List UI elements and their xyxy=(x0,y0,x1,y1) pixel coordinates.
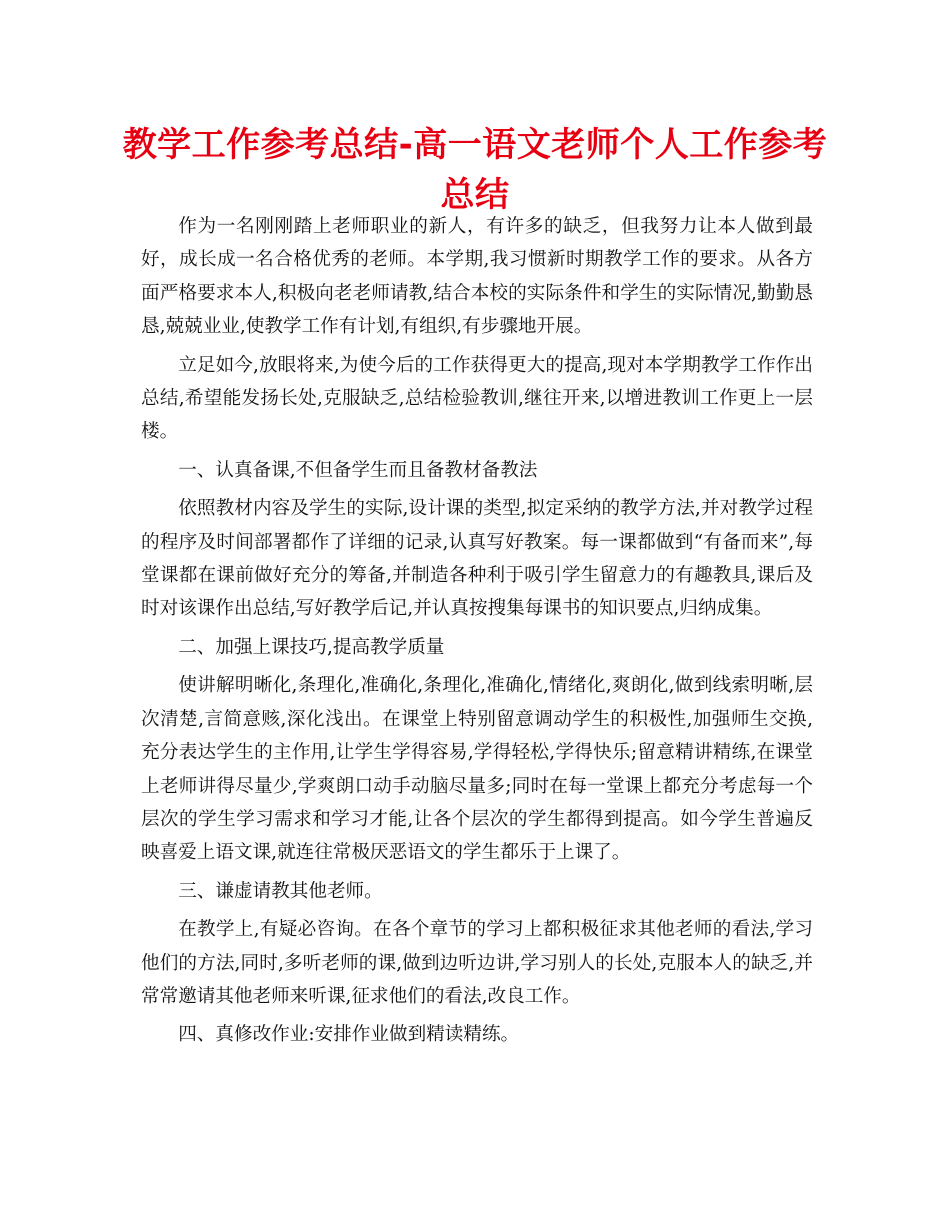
section-heading-2: 二、加强上课技巧,提高教学质量 xyxy=(178,636,445,658)
section-heading-3: 三、谦虚请教其他老师。 xyxy=(178,880,383,902)
section-heading-1: 一、认真备课,不但备学生而且备教材备教法 xyxy=(178,459,538,481)
section-heading-4: 四、真修改作业:安排作业做到精读精练。 xyxy=(178,1024,520,1046)
paragraph-section-2: 使讲解明晰化,条理化,准确化,条理化,准确化,情绪化,爽朗化,做到线索明晰,层次清楚,言简意赅,深化浅出。在课堂上特别留意调动学生的积极性,加强师生交换,充分表达学生的主作用,让学生学得容易,学得轻松,学得快乐;留意精讲精练,在课堂上老师讲得尽量少,学爽朗口动手动脑尽量多;同时在每一堂课上都充分考虑每一个层次的学生学习需求和学习才能,让各个层次的学生都得到提高。如今学生普遍反映喜爱上语文课,就连往常极厌恶语文的学生都乐于上课了。 xyxy=(141,675,813,864)
paragraph-section-1: 依照教材内容及学生的实际,设计课的类型,拟定采纳的教学方法,并对教学过程的程序及时间部署都作了详细的记录,认真写好教案。每一课都做到“有备而来”,每堂课都在课前做好充分的筹备,并制造各种利于吸引学生留意力的有趣教具,课后及时对该课作出总结,写好教学后记,并认真按搜集每课书的知识要点,归纳成集。 xyxy=(141,498,813,620)
paragraph-section-3: 在教学上,有疑必咨询。在各个章节的学习上都积极征求其他老师的看法,学习他们的方法,同时,多听老师的课,做到边听边讲,学习别人的长处,克服本人的缺乏,并常常邀请其他老师来听课,征求他们的看法,改良工作。 xyxy=(141,919,813,1007)
paragraph-intro: 作为一名刚刚踏上老师职业的新人，有许多的缺乏，但我努力让本人做到最好，成长成一名合格优秀的老师。本学期,我习惯新时期教学工作的要求。从各方面严格要求本人,积极向老老师请教,结合本校的实际条件和学生的实际情况,勤勤恳恳,兢兢业业,使教学工作有计划,有组织,有步骤地开展。 xyxy=(141,216,813,338)
paragraph-summary-purpose: 立足如今,放眼将来,为使今后的工作获得更大的提高,现对本学期教学工作作出总结,希望能发扬长处,克服缺乏,总结检验教训,继往开来,以增进教训工作更上一层楼。 xyxy=(141,354,813,443)
document-body xyxy=(141,210,813,1057)
document-title: 教学工作参考总结-高一语文老师个人工作参考总结 xyxy=(122,125,828,215)
